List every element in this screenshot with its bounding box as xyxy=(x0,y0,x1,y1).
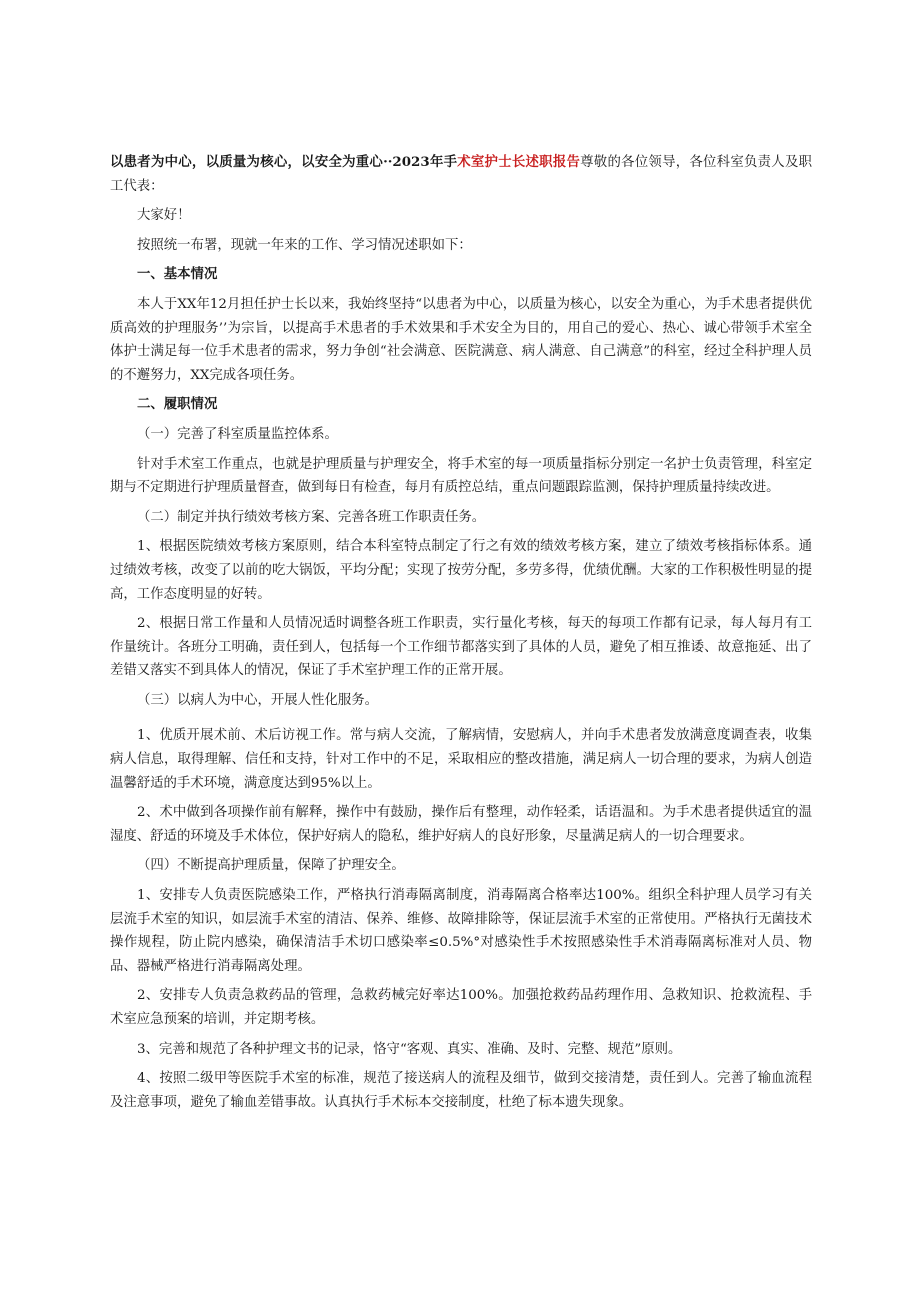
paragraph-patient-1: 1、优质开展术前、术后访视工作。常与病人交流，了解病情，安慰病人，并向手术患者发放满意度调查表，收集病人信息，取得理解、信任和支持，针对工作中的不足，采取相应的整改措施，满足病人一切合理的要求，为病人创造温馨舒适的手术环境，满意度达到95%以上。 xyxy=(110,728,812,791)
paragraph-safety-4: 4、按照二级甲等医院手术室的标准，规范了接送病人的流程及细节，做到交接清楚，责任到人。完善了输血流程及注意事项，避免了输血差错事故。认真执行手术标本交接制度，杜绝了标本遗失现象。 xyxy=(110,1071,812,1110)
heading-basic-info: 一、基本情况 xyxy=(137,266,218,283)
paragraph-safety-1: 1、安排专人负责医院感染工作，严格执行消毒隔离制度，消毒隔离合格率达100%。组织全科护理人员学习有关层流手术室的知识，如层流手术室的清洁、保养、维修、故障排除等，保证层流手术室的正常使用。严格执行无菌技术操作规程，防止院内感染，确保清洁手术切口感染率≤0.5%°对感染性手术按照感染性手术消毒隔离标准对人员、物品、器械严格进行消毒隔离处理。 xyxy=(110,888,812,974)
paragraph-performance-1: 1、根据医院绩效考核方案原则，结合本科室特点制定了行之有效的绩效考核方案，建立了绩效考核指标体系。通过绩效考核，改变了以前的吃大锅饭，平均分配；实现了按劳分配，多劳多得，优绩优酬。大家的工作积极性明显的提高，工作态度明显的好转。 xyxy=(110,539,812,602)
subheading-patient-centered: （三）以病人为中心，开展人性化服务。 xyxy=(137,692,379,708)
heading-duties: 二、履职情况 xyxy=(137,396,218,413)
subheading-quality-monitoring: （一）完善了科室质量监控体系。 xyxy=(137,426,338,442)
subheading-performance: （二）制定并执行绩效考核方案、完善各班工作职责任务。 xyxy=(137,509,486,525)
document-body xyxy=(110,151,812,1120)
paragraph-quality-monitoring: 针对手术室工作重点，也就是护理质量与护理安全，将手术室的每一项质量指标分别定一名护士负责管理，科室定期与不定期进行护理质量督查，做到每日有检查，每月有质控总结，重点问题跟踪监测，保持护理质量持续改进。 xyxy=(110,456,812,496)
paragraph-performance-2: 2、根据日常工作量和人员情况适时调整各班工作职责，实行量化考核，每天的每项工作都有记录，每人每月有工作量统计。各班分工明确，责任到人，包括每一个工作细节都落实到了具体的人员，避免了相互推诿、故意拖延、出了差错又落实不到具体人的情况，保证了手术室护理工作的正常开展。 xyxy=(110,616,812,679)
title-red-part: 术室护士长述职报告 xyxy=(457,154,581,170)
paragraph-patient-2: 2、术中做到各项操作前有解释，操作中有鼓励，操作后有整理，动作轻柔，话语温和。为手术患者提供适宜的温湿度、舒适的环境及手术体位，保护好病人的隐私，维护好病人的良好形象，尽量满足病人的一切合理要求。 xyxy=(110,805,812,844)
paragraph-intro: 按照统一布署，现就一年来的工作、学习情况述职如下： xyxy=(137,237,472,253)
title-bold-part: 以患者为中心，以质量为核心，以安全为重心··2023年手 xyxy=(110,154,458,170)
salutation-text: 尊敬的各位领导，各位科室负责人及职工代表： xyxy=(110,155,812,194)
paragraph-greeting: 大家好！ xyxy=(137,208,191,224)
document-title-line xyxy=(110,151,812,198)
subheading-nursing-safety: （四）不断提高护理质量，保障了护理安全。 xyxy=(137,858,405,874)
paragraph-safety-2: 2、安排专人负责急救药品的管理，急救药械完好率达100%。加强抢救药品药理作用、急救知识、抢救流程、手术室应急预案的培训，并定期考核。 xyxy=(110,988,812,1027)
paragraph-basic-info: 本人于XX年12月担任护士长以来，我始终坚持“以患者为中心，以质量为核心，以安全为重心，为手术患者提供优质高效的护理服务’’为宗旨，以提高手术患者的手术效果和手术安全为目的，用自己的爱心、热心、诚心带领手术室全体护士满足每一位手术患者的需求，努力争创“社会满意、医院满意、病人满意、自己满意”的科室，经过全科护理人员的不邂努力，XX完成各项任务。 xyxy=(110,296,812,383)
paragraph-safety-3: 3、完善和规范了各种护理文书的记录，恪守“客观、真实、准确、及时、完整、规范”原则。 xyxy=(137,1041,682,1057)
